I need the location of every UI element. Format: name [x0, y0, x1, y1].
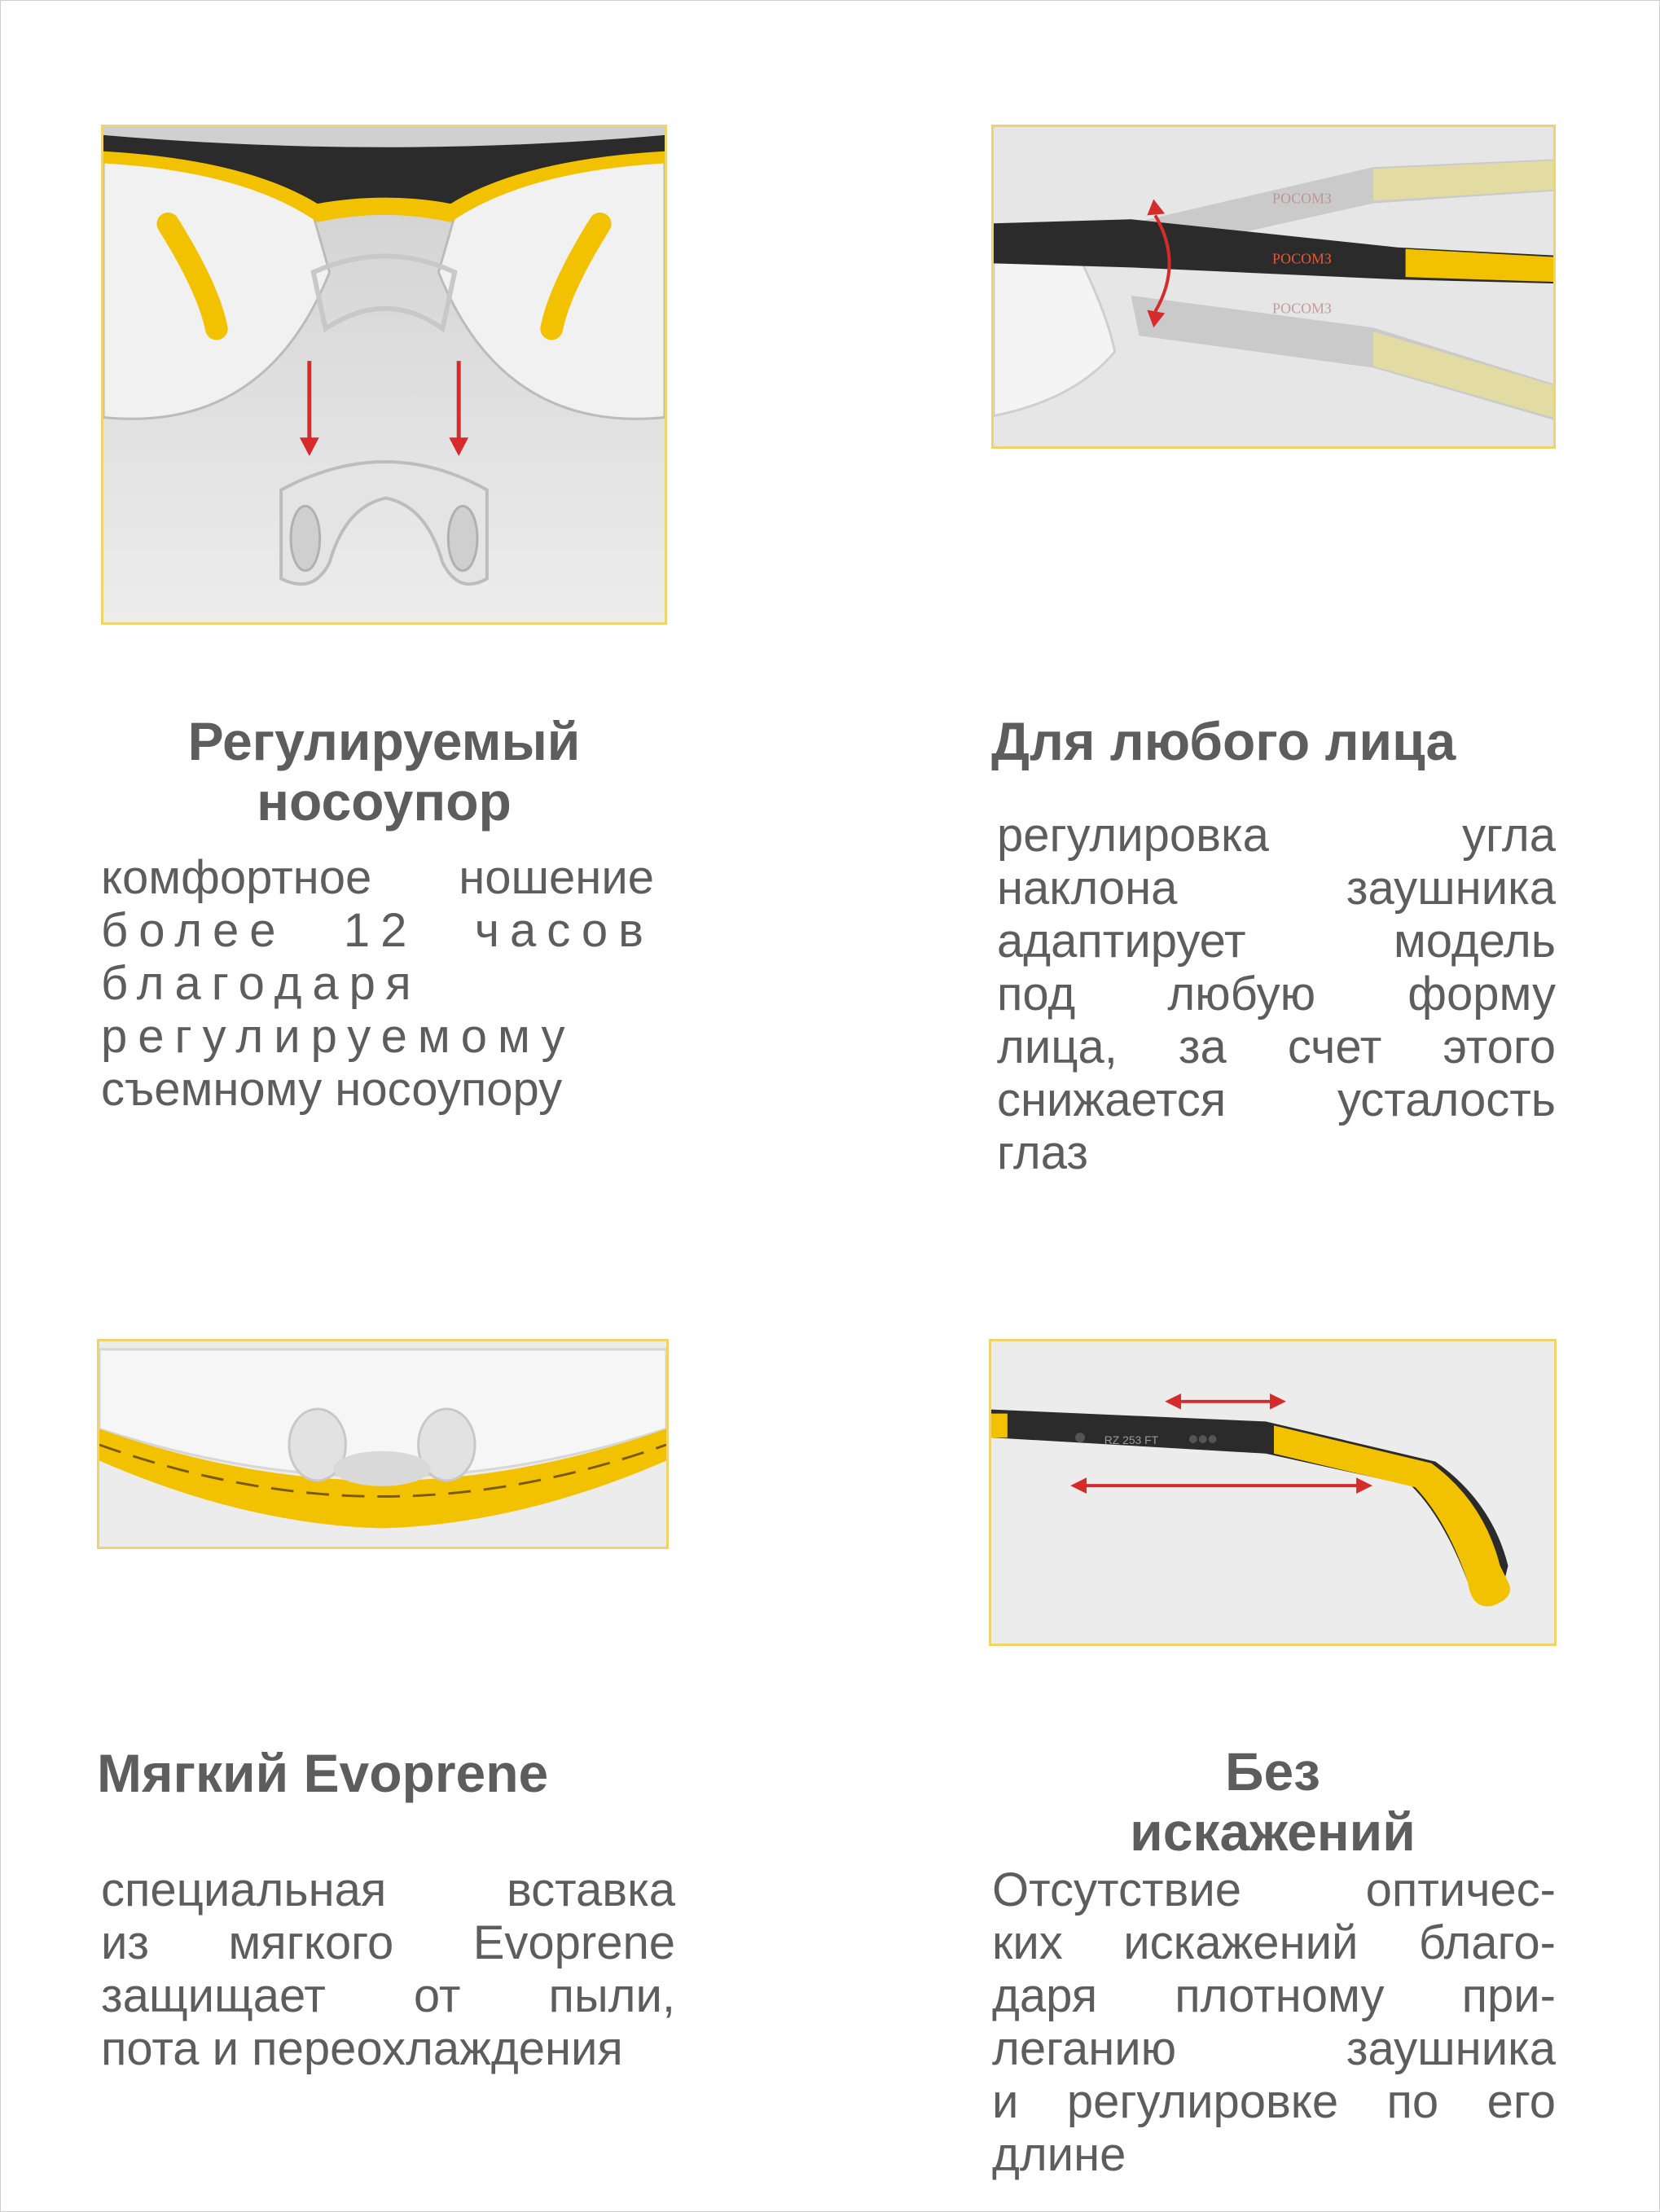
feature-title-any-face: Для любого лица: [991, 711, 1456, 771]
svg-text:РОСОМЗ: РОСОМЗ: [1272, 250, 1332, 267]
svg-text:РОСОМЗ: РОСОМЗ: [1272, 190, 1332, 207]
feature-body-any-face: регулировка угла наклона заушника адаптирует модель под любую форму лица, за счет этого снижается усталость глаз: [997, 809, 1556, 1179]
svg-text:RZ 253 FT: RZ 253 FT: [1104, 1433, 1159, 1446]
feature-body-nose-pad: комфортное ношение более 12 часов благодаря регулируемому съемному носоупору: [101, 851, 654, 1116]
feature-title-nose-pad: Регулируемый носоупор: [187, 711, 581, 832]
temple-angle-photo: [991, 125, 1556, 449]
temple-length-photo: [989, 1339, 1557, 1646]
feature-body-evoprene: специальная вставка из мягкого Evoprene защищает от пыли, пота и переохлаждения: [101, 1863, 675, 2075]
evoprene-insert-photo: [97, 1339, 669, 1549]
feature-title-no-distortion: Без искажений: [1130, 1741, 1416, 1862]
svg-text:РОСОМЗ: РОСОМЗ: [1272, 300, 1332, 317]
feature-title-evoprene: Мягкий Evoprene: [97, 1743, 549, 1803]
feature-body-no-distortion: Отсутствие оптичес- ких искажений благо- даря плотному при- леганию заушника и регулировке по его длине: [992, 1863, 1556, 2181]
nose-pad-photo: [101, 125, 667, 625]
